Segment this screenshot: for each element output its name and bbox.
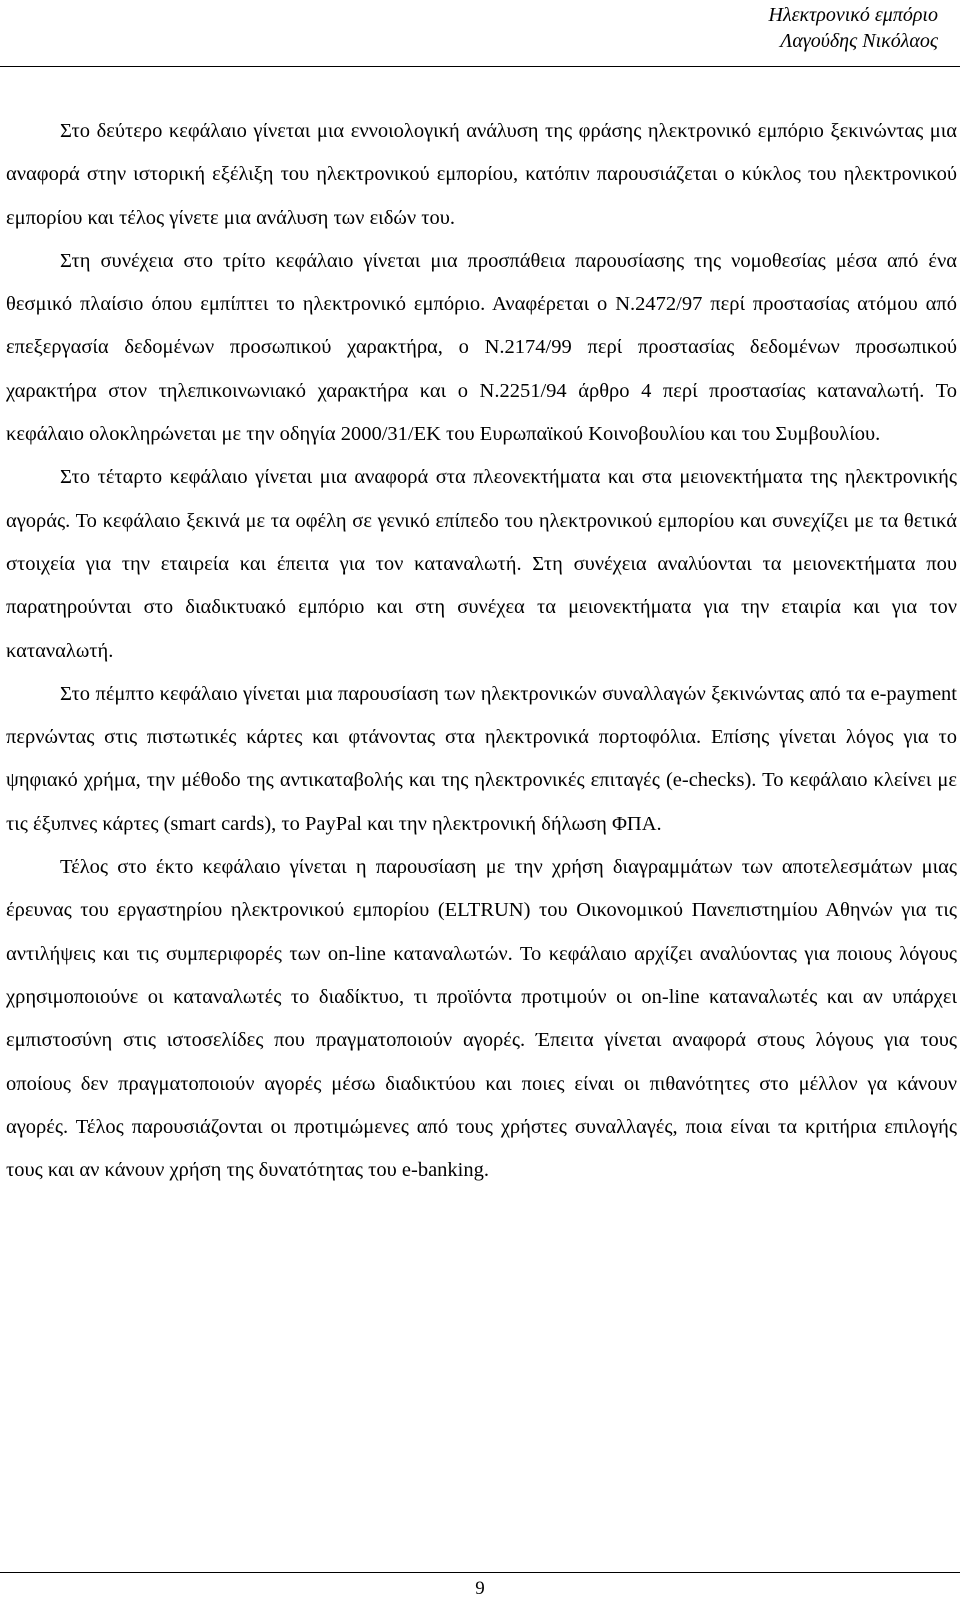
paragraph-chapter-3: Στη συνέχεια στο τρίτο κεφάλαιο γίνεται μια προσπάθεια παρουσίασης της νομοθεσίας μέσα από ένα θεσμικό πλαίσιο όπου εμπίπτει το ηλεκτρονικό εμπόριο. Αναφέρεται ο Ν.2472/97 περί προστασίας ατόμου από επεξεργασία δεδομένων προσωπικού χαρακτήρα, ο Ν.2174/99 περί προστασίας δεδομένων προσωπικού χαρακτήρα στον τηλεπικοινωνιακό χαρακτήρα και ο Ν.2251/94 άρθρο 4 περί προστασίας καταναλωτή. Το κεφάλαιο ολοκληρώνεται με την οδηγία 2000/31/ΕΚ του Ευρωπαϊκού Κοινοβουλίου και του Συμβουλίου. [6,249,957,446]
paragraph-chapter-2: Στο δεύτερο κεφάλαιο γίνεται μια εννοιολογική ανάλυση της φράσης ηλεκτρονικό εμπόριο ξεκινώντας μια αναφορά στην ιστορική εξέλιξη του ηλεκτρονικού εμπορίου, κατόπιν παρουσιάζεται ο κύκλος του ηλεκτρονικού εμπορίου και τέλος γίνετε μια ανάλυση των ειδών του. [6,120,957,229]
header-title: Ηλεκτρονικό εμπόριο [768,4,938,26]
header-divider [0,66,960,67]
footer-divider [0,1572,960,1573]
paragraph-chapter-6: Τέλος στο έκτο κεφάλαιο γίνεται η παρουσίαση με την χρήση διαγραμμάτων των αποτελεσμάτων μιας έρευνας του εργαστηρίου ηλεκτρονικού εμπορίου (ELTRUN) του Οικονομικού Πανεπιστημίου Αθηνών για τις αντιλήψεις και τις συμπεριφορές των on-line καταναλωτών. Το κεφάλαιο αρχίζει αναλύοντας για ποιους λόγους χρησιμοποιούνε οι καταναλωτές το διαδίκτυο, τι προϊόντα προτιμούν οι on-line καταναλωτές και αν υπάρχει εμπιστοσύνη στις ιστοσελίδες που πραγματοποιούν αγορές. Έπειτα γίνεται αναφορά στους λόγους για τους οποίους δεν πραγματοποιούν αγορές μέσω διαδικτύου και ποιες είναι οι πιθανότητες στο μέλλον γα κάνουν αγορές. Τέλος παρουσιάζονται οι προτιμώμενες από τους χρήστες συναλλαγές, ποια είναι τα κριτήρια επιλογής τους και αν κάνουν χρήση της δυνατότητας του e-banking. [6,856,957,1182]
page-number: 9 [475,1578,485,1599]
header-author: Λαγούδης Νικόλαος [780,30,938,52]
page-body [6,110,957,1192]
running-header [769,2,938,54]
paragraph-chapter-4: Στο τέταρτο κεφάλαιο γίνεται μια αναφορά στα πλεονεκτήματα και στα μειονεκτήματα της ηλεκτρονικής αγοράς. Το κεφάλαιο ξεκινά με τα οφέλη σε γενικό επίπεδο του ηλεκτρονικού εμπορίου και συνεχίζει με τα θετικά στοιχεία για την εταιρεία και έπειτα για τον καταναλωτή. Στη συνέχεια αναλύονται τα μειονεκτήματα που παρατηρούνται στο διαδικτυακό εμπόριο και στη συνέχεα τα μειονεκτήματα για την εταιρία και για τον καταναλωτή. [6,466,957,662]
paragraph-chapter-5: Στο πέμπτο κεφάλαιο γίνεται μια παρουσίαση των ηλεκτρονικών συναλλαγών ξεκινώντας από τα e-payment περνώντας στις πιστωτικές κάρτες και φτάνοντας στα ηλεκτρονικά πορτοφόλια. Επίσης γίνεται λόγος για το ψηφιακό χρήμα, την μέθοδο της αντικαταβολής και της ηλεκτρονικές επιταγές (e-checks). Το κεφάλαιο κλείνει με τις έξυπνες κάρτες (smart cards), το PayPal και την ηλεκτρονική δήλωση ΦΠΑ. [6,682,957,835]
